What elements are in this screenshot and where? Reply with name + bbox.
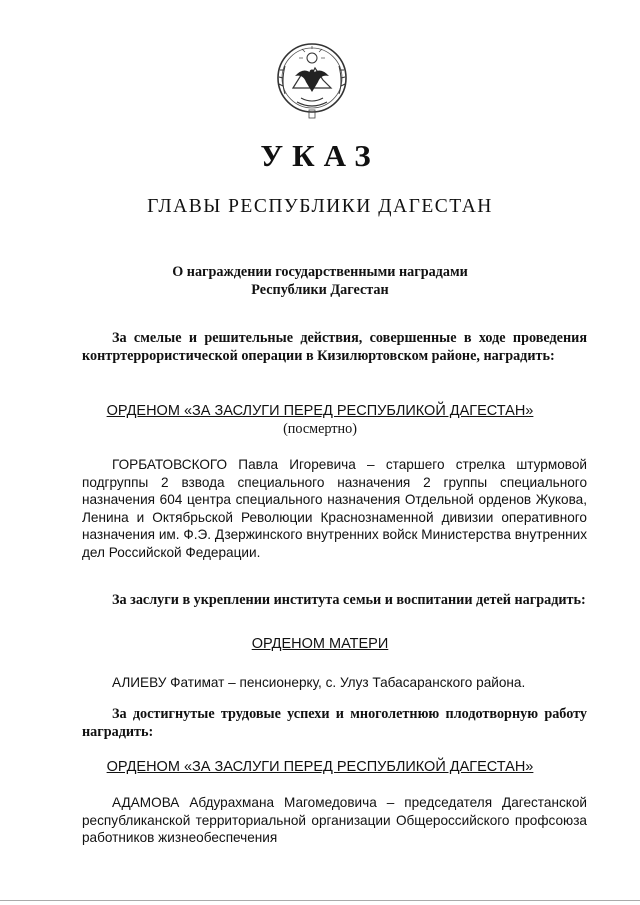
page-bottom-rule xyxy=(0,900,640,901)
decree-title: УКАЗ xyxy=(260,138,380,173)
section-2-award: ОРДЕНОМ МАТЕРИ xyxy=(251,636,389,652)
decree-heading-line-2: Республики Дагестан xyxy=(251,281,389,298)
section-3-award: ОРДЕНОМ «ЗА ЗАСЛУГИ ПЕРЕД РЕСПУБЛИКОЙ ДАГЕСТАН» xyxy=(106,759,534,775)
section-2-recipient: АЛИЕВУ Фатимат – пенсионерку, с. Улуз Табасаранского района. xyxy=(112,675,526,690)
section-3-intro: За достигнутые трудовые успехи и многолетнюю плодотворную работу наградить: xyxy=(82,706,587,740)
section-2-intro: За заслуги в укреплении института семьи и воспитании детей наградить: xyxy=(112,592,586,608)
section-1-recipient: ГОРБАТОВСКОГО Павла Игоревича – старшего стрелка штурмовой подгруппы 2 взвода специального назначения 2 группы специального назначения 604 центра специального назначения Отдельной орденов Жукова, Ленина и Октябрьской Революции Краснознаменной дивизии оперативного назначения им. Ф.Э. Дзержинского внутренних войск Министерства внутренних дел Российской Федерации. xyxy=(82,457,587,560)
section-1-award: ОРДЕНОМ «ЗА ЗАСЛУГИ ПЕРЕД РЕСПУБЛИКОЙ ДАГЕСТАН» xyxy=(106,403,534,419)
section-1-award-note: (посмертно) xyxy=(283,421,357,437)
decree-heading-line-1: О награждении государственными наградами xyxy=(172,264,468,280)
decree-heading xyxy=(0,264,640,299)
section-1-intro: За смелые и решительные действия, совершенные в ходе проведения контртеррористической операции в Кизилюртовском районе, наградить: xyxy=(82,330,587,364)
section-3-recipient: АДАМОВА Абдурахмана Магомедовича – председателя Дагестанской республиканской территориальной организации Общероссийского профсоюза работников жизнеобеспечения xyxy=(82,795,587,845)
dagestan-coat-of-arms-emblem xyxy=(271,36,353,124)
decree-issuer: ГЛАВЫ РЕСПУБЛИКИ ДАГЕСТАН xyxy=(147,196,493,217)
